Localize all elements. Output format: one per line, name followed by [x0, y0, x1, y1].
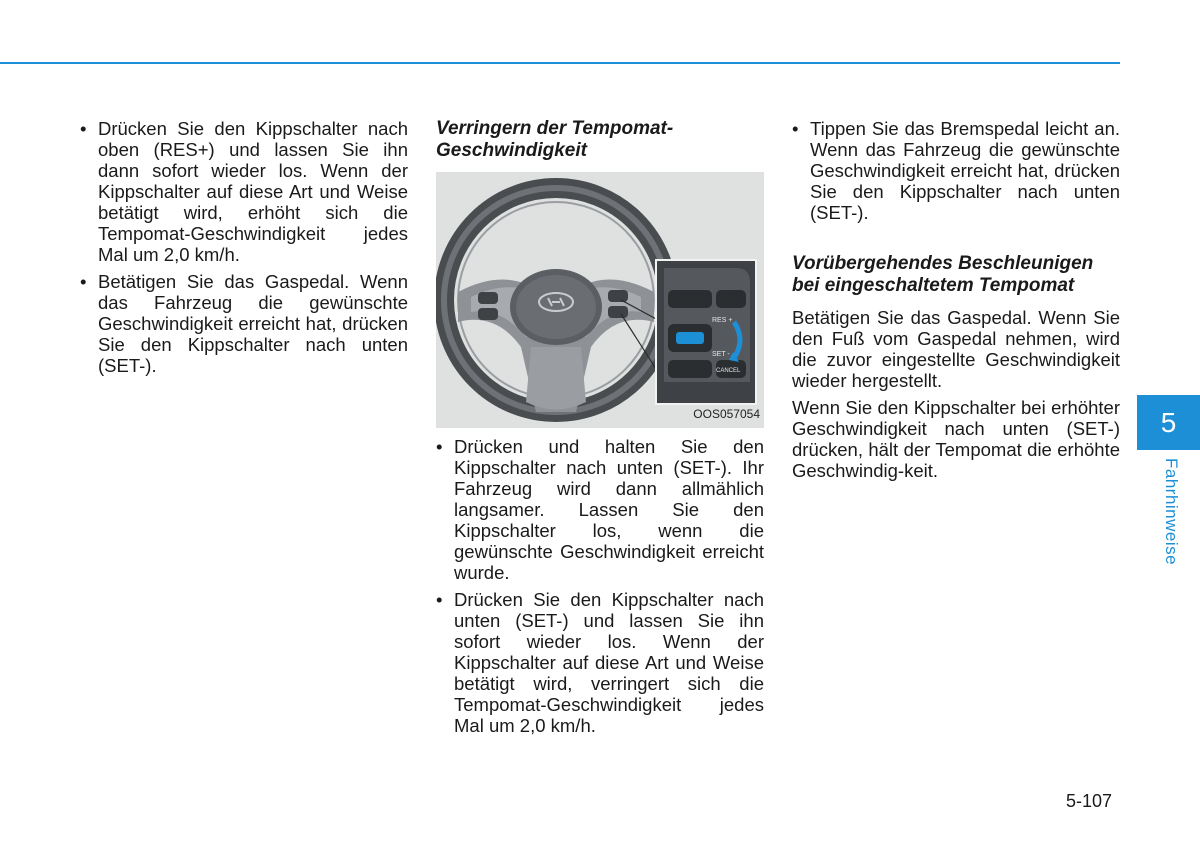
figure-code: OOS057054 [693, 407, 760, 421]
paragraph: Wenn Sie den Kippschalter bei erhöhter Geschwindigkeit nach unten (SET-) drücken, hält der Tempomat die erhöhte Geschwindig-keit. [792, 397, 1120, 481]
res-label: RES + [712, 317, 733, 324]
set-label: SET - [712, 351, 730, 358]
column-1 [80, 118, 408, 382]
column-3 [792, 118, 1120, 487]
section-heading: Verringern der Tempomat-Geschwindigkeit [436, 118, 674, 161]
bullet-list [792, 118, 1120, 223]
paragraph: Betätigen Sie das Gaspedal. Wenn Sie den Fuß vom Gaspedal nehmen, wird die zuvor eingestellte Geschwindigkeit wieder hergestellt. [792, 307, 1120, 391]
header-rule [0, 62, 1120, 64]
list-item: • Drücken und halten Sie den Kippschalter nach unten (SET-). Ihr Fahrzeug wird dann allmählich langsamer. Lassen Sie den Kippschalter los, wenn die gewünschte Geschwindigkeit erreicht wurde. [436, 436, 764, 583]
chapter-number-tab: 5 [1137, 395, 1200, 450]
list-item: • Drücken Sie den Kippschalter nach unten (SET-) und lassen Sie ihn sofort wieder los. Wenn der Kippschalter auf diese Art und Weise betätigt wird, verringert sich die Tempomat-Geschwindigkeit jedes Mal um 2,0 km/h. [436, 589, 764, 736]
chapter-title: Fahrhinweise [1162, 458, 1181, 566]
list-item: • Drücken Sie den Kippschalter nach oben (RES+) und lassen Sie ihn dann sofort wieder los. Wenn der Kippschalter auf diese Art und Weise betätigt wird, erhöht sich die Tempomat-Geschwindigkeit jedes Mal um 2,0 km/h. [80, 118, 408, 265]
column-2 [436, 118, 764, 742]
cancel-label: CANCEL [716, 368, 741, 374]
list-item: • Betätigen Sie das Gaspedal. Wenn das Fahrzeug die gewünschte Geschwindigkeit erreicht hat, drücken Sie den Kippschalter nach unten (SET-). [80, 271, 408, 376]
bullet-list [80, 118, 408, 376]
list-item: • Tippen Sie das Bremspedal leicht an. Wenn das Fahrzeug die gewünschte Geschwindigkeit erreicht hat, drücken Sie den Kippschalter nach unten (SET-). [792, 118, 1120, 223]
steering-wheel-figure [436, 172, 764, 428]
page-number: 5-107 [1066, 791, 1113, 811]
section-heading: Vorübergehendes Beschleunigen bei eingeschaltetem Tempomat [792, 253, 1094, 296]
steering-wheel-illustration [436, 172, 764, 428]
bullet-list [436, 436, 764, 736]
